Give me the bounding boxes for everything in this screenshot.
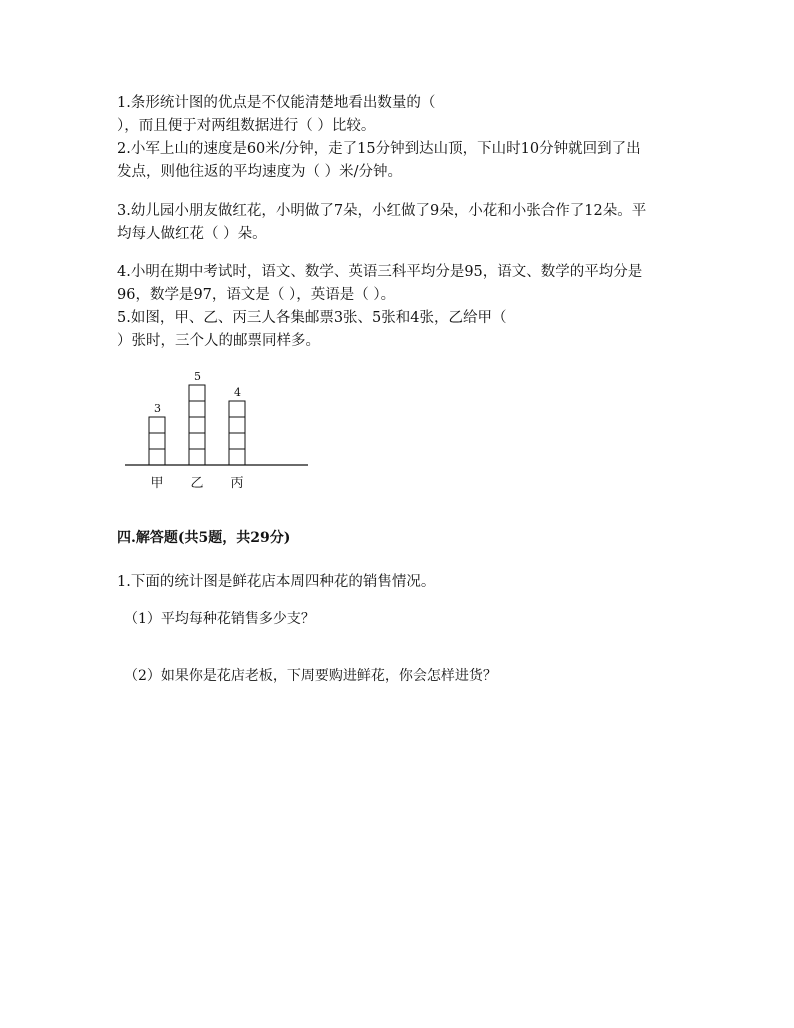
stamp-square: [229, 449, 245, 465]
sub-question-2: （2）如果你是花店老板，下周要购进鲜花，你会怎样进货？: [124, 668, 497, 684]
question-4-line-2: 96，数学是97，语文是（ ），英语是（ ）。: [117, 287, 396, 303]
question-2-line-2: 发点，则他往返的平均速度为（ ）米/分钟。: [117, 164, 402, 180]
question-1-line-1: 1.条形统计图的优点是不仅能清楚地看出数量的（: [117, 95, 436, 111]
question-1-line-2: ），而且便于对两组数据进行（ ）比较。: [117, 118, 376, 134]
stamp-square: [189, 401, 205, 417]
category-label: 丙: [230, 476, 244, 491]
stamp-count-chart: [122, 364, 312, 494]
stamp-square: [189, 449, 205, 465]
stamp-square: [229, 417, 245, 433]
bar-data-label: 5: [194, 370, 201, 383]
question-2-line-1: 2.小军上山的速度是60米/分钟，走了15分钟到达山顶，下山时10分钟就回到了出: [117, 141, 641, 157]
stamp-square: [189, 417, 205, 433]
question-3-line-1: 3.幼儿园小朋友做红花，小明做了7朵，小红做了9朵，小花和小张合作了12朵。平: [117, 203, 647, 219]
category-label: 甲: [150, 476, 164, 491]
stamp-square: [229, 401, 245, 417]
stamp-square: [229, 433, 245, 449]
category-label: 乙: [190, 476, 204, 491]
stamp-square: [189, 385, 205, 401]
bar-data-label: 4: [234, 386, 241, 399]
stamp-square: [149, 417, 165, 433]
sub-question-1: （1）平均每种花销售多少支？: [124, 611, 315, 627]
question-4-line-1: 4.小明在期中考试时，语文、数学、英语三科平均分是95，语文、数学的平均分是: [117, 264, 643, 280]
answer-question-1: 1.下面的统计图是鲜花店本周四种花的销售情况。: [117, 574, 436, 590]
bar-data-label: 3: [154, 402, 161, 415]
stamp-square: [189, 433, 205, 449]
stamp-square: [149, 433, 165, 449]
question-5-line-1: 5.如图，甲、乙、丙三人各集邮票3张、5张和4张，乙给甲（: [117, 310, 507, 326]
question-3-line-2: 均每人做红花（ ）朵。: [117, 226, 267, 242]
section-heading: 四.解答题(共5题，共29分): [117, 530, 291, 546]
stamp-square: [149, 449, 165, 465]
question-5-line-2: ）张时，三个人的邮票同样多。: [117, 333, 320, 349]
